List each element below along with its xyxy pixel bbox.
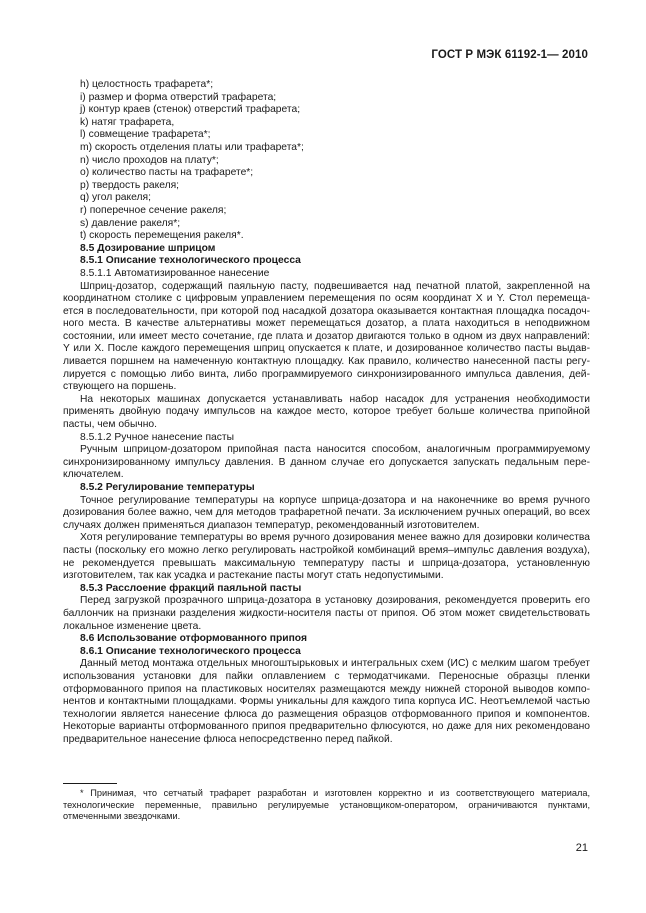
list-item-l: l) совмещение трафарета*; — [80, 129, 211, 141]
list-item-j: j) контур краев (стенок) отверстий трафарета; — [80, 104, 301, 116]
heading-8-6-1: 8.6.1 Описание технологического процесса — [80, 645, 301, 657]
paragraph: Ручным шприцом-дозатором припойная паста наносится способом, аналогичным программируемому синхронизированному импульсу давления. В данном случае его допускается запускать педальным переключателем. — [63, 444, 590, 481]
paragraph: Шприц-дозатор, содержащий паяльную пасту, подвешивается над печатной платой, закрепленной на координатном столике с цифровым управлением перемещения по осям координат X и Y. Стол перемещается в последовательности, при которой под насадкой дозатора оказывается контактная площадка посадочного места. В качестве альтернативы может перемещаться дозатор, а плата находиться в неподвижном состоянии, или имеет место сочетание, где плата и дозатор двигаются только в одном из двух направлений: Y или X. После каждого перемещения шприц опускается к плате, и дозированное количество пасты выдавливается поршнем на намеченную контактную площадку. Как правило, количество нанесенной пасты регулируется с помощью либо винта, либо программируемого синхронизированного импульса давления, действующего на поршень. — [63, 280, 590, 393]
heading-8-5-1: 8.5.1 Описание технологического процесса — [80, 255, 301, 267]
heading-8-5-1-1: 8.5.1.1 Автоматизированное нанесение — [80, 267, 270, 279]
list-item-h: h) целостность трафарета*; — [80, 79, 214, 90]
list-item-q: q) угол ракеля; — [80, 192, 151, 204]
footnote — [63, 788, 590, 823]
heading-8-5-3: 8.5.3 Расслоение фракций паяльной пасты — [80, 582, 302, 594]
list-item-n: n) число проходов на плату*; — [80, 154, 219, 166]
heading-8-5-1-2: 8.5.1.2 Ручное нанесение пасты — [80, 431, 235, 443]
standard-header: ГОСТ Р МЭК 61192-1— 2010 — [431, 49, 588, 61]
heading-8-5: 8.5 Дозирование шприцом — [80, 242, 216, 254]
paragraph: Точное регулирование температуры на корпусе шприца-дозатора и на наконечнике во время ручного дозирования более важно, чем для методов трафаретной печати. За исключением ручных операций, во всех случаях должен применяться диапазон температур, рекомендованный изготовителем. — [63, 494, 590, 531]
list-item-r: r) поперечное сечение ракеля; — [80, 204, 227, 216]
paragraph: Перед загрузкой прозрачного шприца-дозатора в установку дозирования, рекомендуется проверить его баллончик на признаки разделения жидкости-носителя пасты от припоя. Об этом может свидетельствовать локальное изменение цвета. — [63, 595, 590, 632]
main-text — [63, 79, 590, 746]
list-item-o: o) количество пасты на трафарете*; — [80, 167, 254, 179]
paragraph: Данный метод монтажа отдельных многоштырьковых и интегральных схем (ИС) с мелким шагом требует использования установки для пайки оплавлением с термодатчиками. Переносные образцы пленки отформованного припоя на пластиковых носителях размещаются между нижней стороной выводов компонентов и контактными площадками. Формы уникальны для каждого типа корпуса ИС. Неотъемлемой частью технологии является нанесение флюса до размещения образцов отформованного припоя и компонентов. Некоторые варианты отформованного припоя предварительно флюсуются, но даже для них рекомендовано предварительное нанесение флюса непосредственно перед пайкой. — [63, 658, 590, 745]
list-item-k: k) натяг трафарета, — [80, 116, 175, 128]
heading-8-6: 8.6 Использование отформованного припоя — [80, 633, 307, 645]
footnote-divider — [63, 783, 117, 784]
heading-8-5-2: 8.5.2 Регулирование температуры — [80, 482, 255, 493]
paragraph: Хотя регулирование температуры во время ручного дозирования менее важно для дозировки количества пасты (поскольку его можно легко регулировать настройкой комбинаций время–импульс давления воздуха), не рекомендуется превышать максимальную температуру пасты и шприца-дозатора, установленную изготовителем, так как усадка и растекание пасты могут стать недопустимыми. — [63, 532, 590, 582]
list-item-p: p) твердость ракеля; — [80, 179, 180, 191]
footnote-text: * Принимая, что сетчатый трафарет разработан и изготовлен корректно и из соответствующего материала, технологические переменные, правильно регулируемые установщиком-оператором, ограничиваются пунктами, отмеченными звездочками. — [63, 788, 590, 822]
list-item-s: s) давление ракеля*; — [80, 217, 181, 229]
page-number: 21 — [575, 842, 588, 854]
paragraph: На некоторых машинах допускается устанавливать набор насадок для устранения необходимости применять двойную подачу импульсов на каждое место, которое требует больше количества припойной пасты, чем обычно. — [63, 393, 590, 431]
list-item-m: m) скорость отделения платы или трафарета*; — [80, 141, 304, 153]
list-item-i: i) размер и форма отверстий трафарета; — [80, 91, 277, 103]
list-item-t: t) скорость перемещения ракеля*. — [80, 230, 244, 242]
